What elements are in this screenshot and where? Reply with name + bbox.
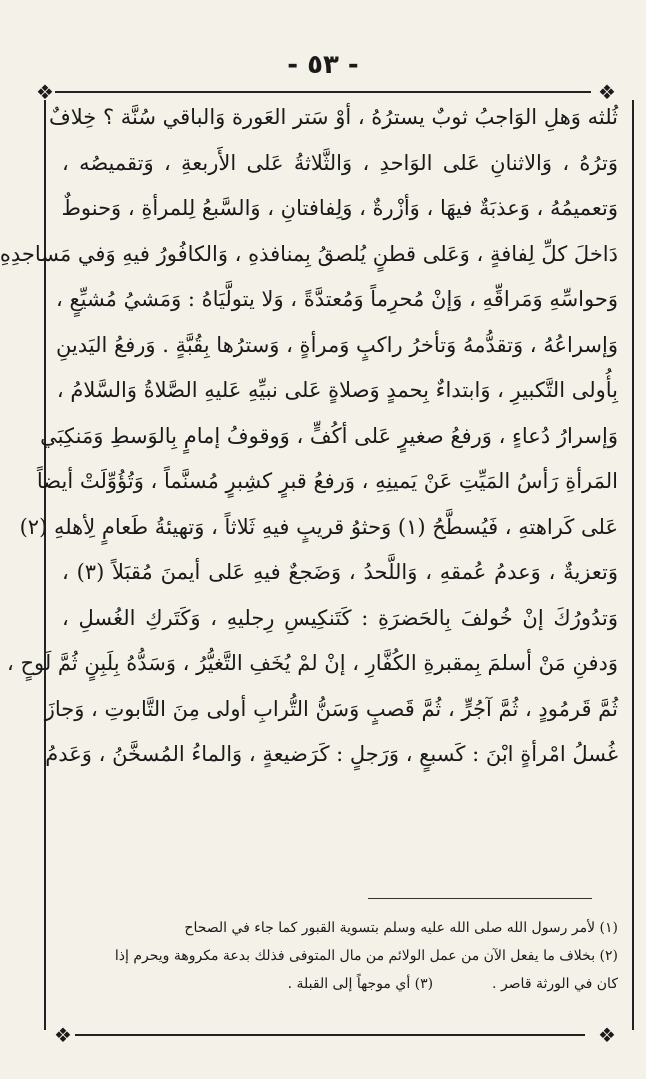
- text-line: وَتعميمُهُ ، وَعذبَةٌ فيهَا ، وَأزْرةٌ ، وَلِفافتانِ ، وَالسَّبعُ لِلمرأةِ ، وَحنوطٌ: [61, 196, 618, 220]
- text-line: وَحواسِّهِ وَمَراقِّهِ ، وَإنْ مُحرِماً وَمُعتدَّةً ، وَلا يتولَّيَاهُ : وَمَشيُ مُشيِّعٍ ،: [55, 287, 618, 311]
- text-line: غُسلُ امْرأةٍ ابْنَ : كَسبعٍ ، وَرَجلٍ : كَرَضيعةٍ ، وَالماءُ المُسخَّنُ ، وَعَدمُ: [45, 742, 618, 766]
- text-line: وَتعزيةٌ ، وَعدمُ عُمقهِ ، وَاللَّحدُ ، وَضَجعٌ فيهِ عَلى أيمنَ مُقبَلاً (٣) ،: [62, 560, 618, 584]
- frame-right-rule: [632, 100, 634, 1030]
- text-line: دَاخلَ كلِّ لِفافةٍ ، وَعَلى قطنٍ يُلصقُ بِمنافذهِ ، وَالكافُورُ فيهِ وَفي مَساجدِهِ: [0, 241, 618, 266]
- text-line: ثُلثه وَهلِ الوَاجبُ ثوبٌ يسترُهُ ، أوْ سَتر العَورة وَالباقي سُنَّة ؟ خِلافٌ: [49, 105, 618, 129]
- text-line: وَترُهُ ، وَالاثنانِ عَلى الوَاحدِ ، وَالثَّلاثةُ عَلى الأَربعةِ ، وَتقميصُه ،: [62, 150, 618, 175]
- frame-bottom-rule: [75, 1034, 585, 1036]
- text-line: المَرأةِ رَأسُ المَيِّتِ عَنْ يَمينِهِ ، وَرفعُ قبرٍ كشِبرٍ مُسنَّماً ، وَتُؤُوِّلَتْ أيضاً: [36, 469, 618, 493]
- main-text: [0, 95, 618, 778]
- footnotes: [62, 914, 618, 998]
- page-number: - ٥٣ -: [287, 50, 359, 80]
- text-line: وَإسرارُ دُعاءٍ ، وَرفعُ صغيرٍ عَلى أكُفٍّ ، وَوقوفُ إمامٍ بِالوَسطِ وَمَنكِبَي: [40, 423, 618, 448]
- footnote-2: (٢) بخلاف ما يفعل الآن من عمل الولائم من مال المتوفى فذلك بدعة مكروهة ويحرم إذا: [114, 948, 618, 964]
- text-line: وَدفنِ مَنْ أسلمَ بِمقبرةِ الكُفَّارِ ، إنْ لمْ يُخَفِ التَّغيُّرُ ، وَسَدُّهُ بِلَبِنٍ ثُمَّ لَوحٍ ،: [7, 651, 618, 675]
- text-line: وَإسراعُهُ ، وَتقدُّمهُ وَتأخرُ راكبٍ وَمرأةٍ ، وَسترُها بِقُبَّةٍ . وَرفعُ اليَدينِ: [55, 332, 618, 357]
- text-line: وَتدُورُكَ إنْ خُولفَ بِالحَضرَةِ : كَتَنكِيسِ رِجليهِ ، وَكَتَركِ الغُسلِ ،: [62, 605, 618, 630]
- footnote-2-continued: [62, 970, 618, 998]
- footnote-3: (٣) أي موجهاً إلى القبلة .: [287, 976, 434, 992]
- corner-ornament-icon: ❖: [54, 1023, 72, 1047]
- text-line: بِأُولى التَّكبيرِ ، وَابتداءٌ بِحمدٍ وَصلاةٍ عَلى نبيِّهِ عَليهِ الصَّلاةُ وَالسَّلامُ ،: [56, 378, 618, 402]
- footnote-2-end: كان في الورثة قاصر .: [492, 976, 618, 992]
- text-line: عَلى كَراهتهِ ، فَيُسطَّحُ (١) وَحثوُ قريبٍ فيهِ ثَلاثاً ، وَتهيئةُ طَعامٍ لِأهلهِ (٢): [19, 514, 618, 539]
- corner-ornament-icon: ❖: [598, 80, 616, 104]
- frame-top-rule: [55, 91, 591, 93]
- footnote-separator: [368, 898, 592, 899]
- corner-ornament-icon: ❖: [36, 80, 54, 104]
- corner-ornament-icon: ❖: [598, 1023, 616, 1047]
- text-line: ثُمَّ قَرمُودٍ ، ثُمَّ آجُرٍّ ، ثُمَّ قَصبٍ وَسَنُّ التُّرابِ أولى مِنَ التَّابوتِ ، وَجازَ: [44, 696, 618, 721]
- footnote-1: (١) لأمر رسول الله صلى الله عليه وسلم بتسوية القبور كما جاء في الصحاح: [184, 920, 618, 936]
